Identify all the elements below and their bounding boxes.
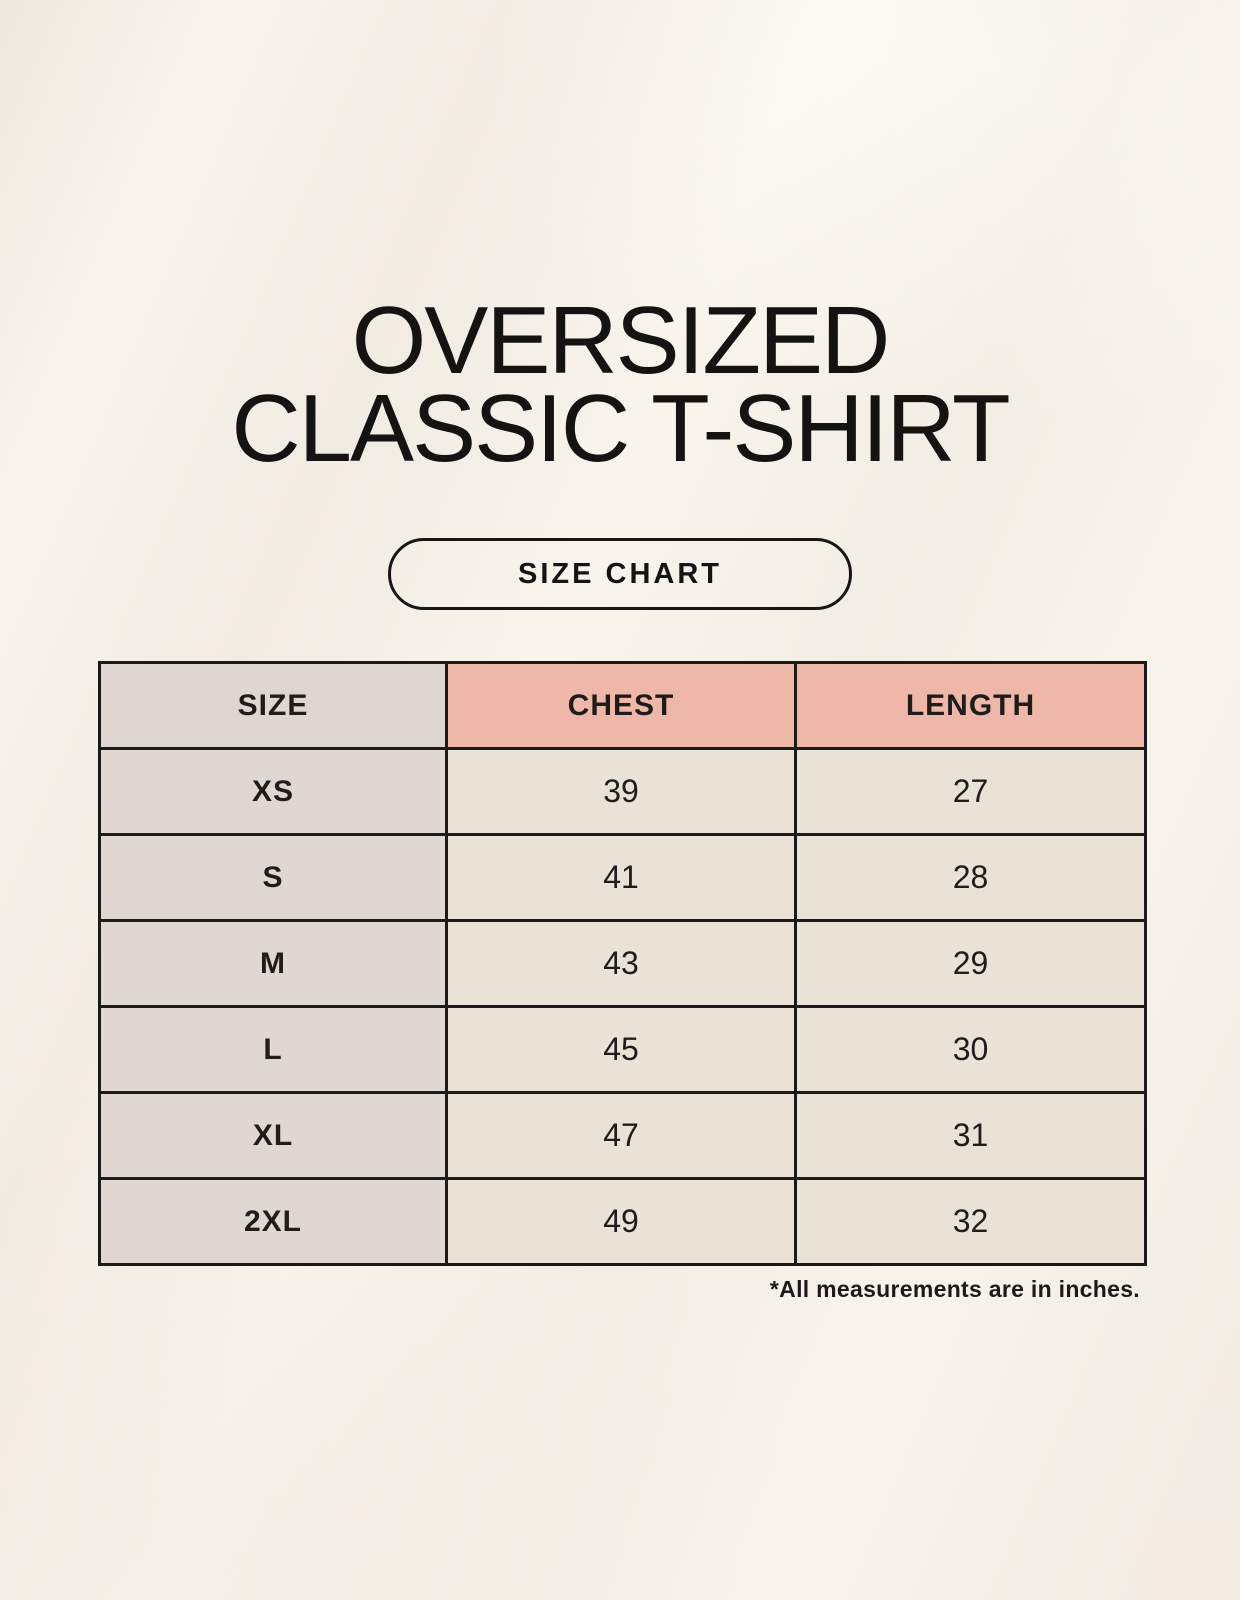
table-row-xs xyxy=(100,749,1146,835)
page-title xyxy=(0,287,1240,482)
size-chart-table xyxy=(98,661,1147,1266)
size-label: XS xyxy=(100,749,447,835)
size-label: M xyxy=(100,921,447,1007)
size-label: XL xyxy=(100,1093,447,1179)
table-row-m xyxy=(100,921,1146,1007)
chest-value: 45 xyxy=(447,1007,796,1093)
table-row-xl xyxy=(100,1093,1146,1179)
column-header-chest: CHEST xyxy=(447,663,796,749)
chest-value: 39 xyxy=(447,749,796,835)
size-label: S xyxy=(100,835,447,921)
page-title-line1: OVERSIZED xyxy=(351,287,889,394)
size-chart-button[interactable]: SIZE CHART xyxy=(388,538,852,610)
table-row-l xyxy=(100,1007,1146,1093)
table-row-2xl xyxy=(100,1179,1146,1265)
length-value: 30 xyxy=(796,1007,1146,1093)
chest-value: 41 xyxy=(447,835,796,921)
chest-value: 49 xyxy=(447,1179,796,1265)
length-value: 27 xyxy=(796,749,1146,835)
column-header-length: LENGTH xyxy=(796,663,1146,749)
table-header-row xyxy=(100,663,1146,749)
chest-value: 47 xyxy=(447,1093,796,1179)
column-header-size: SIZE xyxy=(100,663,447,749)
table-row-s xyxy=(100,835,1146,921)
length-value: 31 xyxy=(796,1093,1146,1179)
size-label: 2XL xyxy=(100,1179,447,1265)
length-value: 32 xyxy=(796,1179,1146,1265)
page-title-line2: CLASSIC T-SHIRT xyxy=(231,375,1009,482)
chest-value: 43 xyxy=(447,921,796,1007)
length-value: 28 xyxy=(796,835,1146,921)
size-label: L xyxy=(100,1007,447,1093)
length-value: 29 xyxy=(796,921,1146,1007)
measurements-footnote: *All measurements are in inches. xyxy=(769,1276,1140,1302)
